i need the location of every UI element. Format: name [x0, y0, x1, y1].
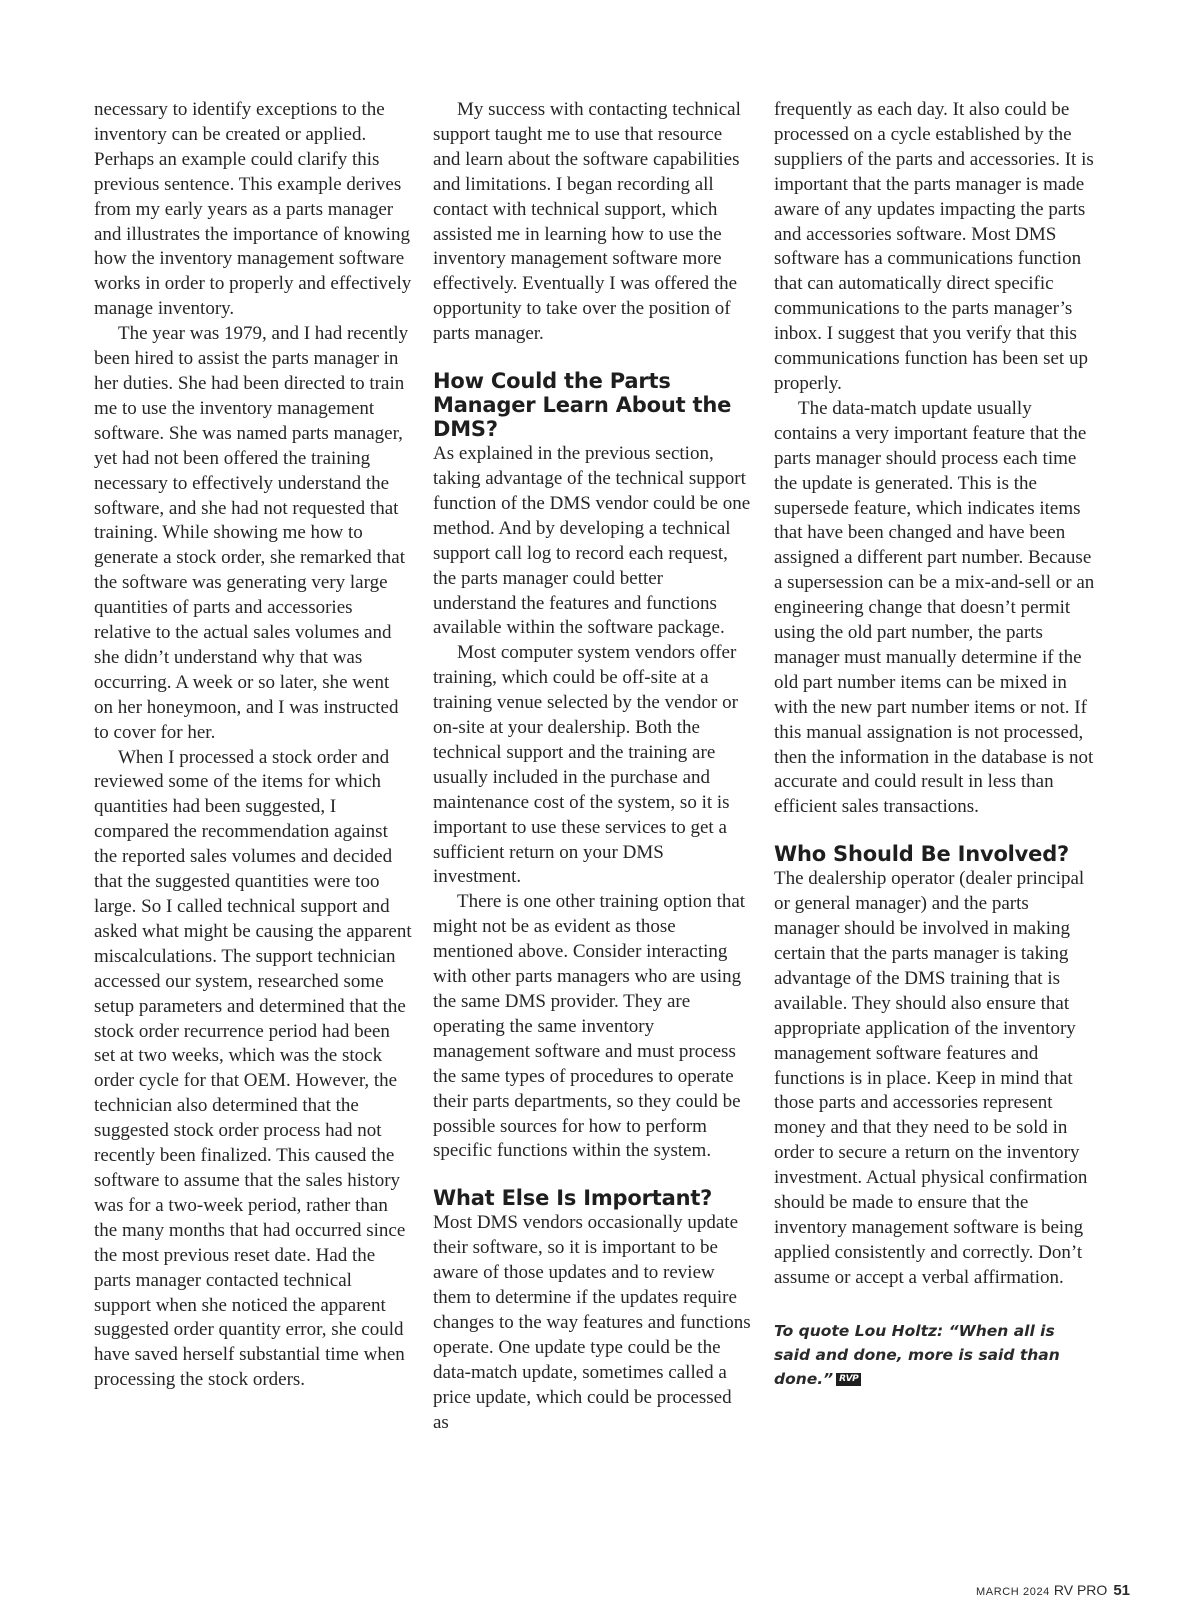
column-2	[433, 98, 751, 1436]
closing-quote	[774, 1319, 1096, 1391]
paragraph: As explained in the previous section, taking advantage of the technical support function of the DMS vendor could be one method. And by developing a technical support call log to record each request, the parts manager could better understand the features and functions available within the software package.	[433, 443, 751, 639]
column-3	[774, 98, 1096, 1391]
paragraph: The dealership operator (dealer principal or general manager) and the parts manager should be involved in making certain that the parts manager is taking advantage of the DMS training that is available. They should also ensure that appropriate application of the inventory management software features and functions is in place. Keep in mind that those parts and accessories represent money and that they need to be sold in order to secure a return on the inventory investment. Actual physical confirmation should be made to ensure that the inventory management software is being applied consistently and correctly. Don’t assume or accept a verbal affirmation.	[774, 868, 1088, 1288]
paragraph: There is one other training option that might not be as evident as those mentioned above. Consider interacting with other parts managers who are using the same DMS provider. They are operating the same inventory management software and must process the same types of procedures to operate their parts departments, so they could be possible sources for how to perform specific functions within the system.	[433, 891, 746, 1162]
paragraph: When I processed a stock order and reviewed some of the items for which quantities had been suggested, I compared the recommendation against the reported sales volumes and decided that the suggested quantities were too large. So I called technical support and asked what might be causing the apparent miscalculations. The support technician accessed our system, researched some setup parameters and determined that the stock order recurrence period had been set at two weeks, which was the stock order cycle for that OEM. However, the technician also determined that the suggested stock order process had not recently been finalized. This caused the software to assume that the sales history was for a two-week period, rather than the many months that had occurred since the most previous reset date. Had the parts manager contacted technical support when she noticed the apparent suggested order quantity error, she could have saved herself substantial time when processing the stock orders.	[94, 746, 412, 1391]
section-heading: What Else Is Important?	[433, 1186, 713, 1211]
paragraph: The year was 1979, and I had recently been hired to assist the parts manager in her duties. She had been directed to train me to use the inventory management software. She was named parts manager, yet had not been offered the training necessary to effectively understand the software, and she had not requested that training. While showing me how to generate a stock order, she remarked that the software was generating very large quantities of parts and accessories relative to the actual sales volumes and she didn’t understand why that was occurring. A week or so later, she went on her honeymoon, and I was instructed to cover for her.	[94, 323, 409, 743]
section-heading: How Could the Parts Manager Learn About the DMS?	[433, 369, 732, 442]
page-footer	[976, 1582, 1130, 1599]
paragraph: frequently as each day. It also could be processed on a cycle established by the suppliers of the parts and accessories. It is important that the parts manager is made aware of any updates impacting the parts and accessories software. Most DMS software has a communications function that can automatically direct specific communications to the parts manager’s inbox. I suggest that you verify that this communications function has been set up properly.	[774, 99, 1094, 394]
issue-date: MARCH 2024	[976, 1586, 1050, 1598]
publication-name: RV PRO	[1053, 1582, 1108, 1598]
paragraph: Most DMS vendors occasionally update their software, so it is important to be aware of those updates and to review them to determine if the updates require changes to the way features and functions operate. One update type could be the data-match update, sometimes called a price update, which could be processed as	[433, 1212, 751, 1433]
paragraph: The data-match update usually contains a very important feature that the parts manager should process each time the update is generated. This is the supersede feature, which indicates items that have been changed and have been assigned a different part number. Because a supersession can be a mix-and-sell or an engineering change that doesn’t permit using the old part number, the parts manager must manually determine if the old part number items can be mixed in with the new part number items or not. If this manual assignation is not processed, then the information in the database is not accurate and could result in less than efficient sales transactions.	[774, 397, 1095, 818]
section-heading: Who Should Be Involved?	[774, 842, 1070, 867]
rvp-end-mark-icon: RVP	[836, 1373, 861, 1386]
page-number: 51	[1113, 1582, 1130, 1599]
column-1	[94, 98, 412, 1393]
paragraph: My success with contacting technical support taught me to use that resource and learn about the software capabilities and limitations. I began recording all contact with technical support, which assisted me in learning how to use the inventory management software more effectively. Eventually I was offered the opportunity to take over the position of parts manager.	[433, 99, 741, 345]
paragraph: Most computer system vendors offer training, which could be off-site at a training venue selected by the vendor or on-site at your dealership. Both the technical support and the training are usually included in the purchase and maintenance cost of the system, so it is important to use these services to get a sufficient return on your DMS investment.	[433, 642, 738, 888]
quote-text: To quote Lou Holtz: “When all is said and done, more is said than done.”	[774, 1321, 1060, 1388]
paragraph: necessary to identify exceptions to the inventory can be created or applied. Perhaps an example could clarify this previous sentence. This example derives from my early years as a parts manager and illustrates the importance of knowing how the inventory management software works in order to properly and effectively manage inventory.	[94, 99, 412, 320]
